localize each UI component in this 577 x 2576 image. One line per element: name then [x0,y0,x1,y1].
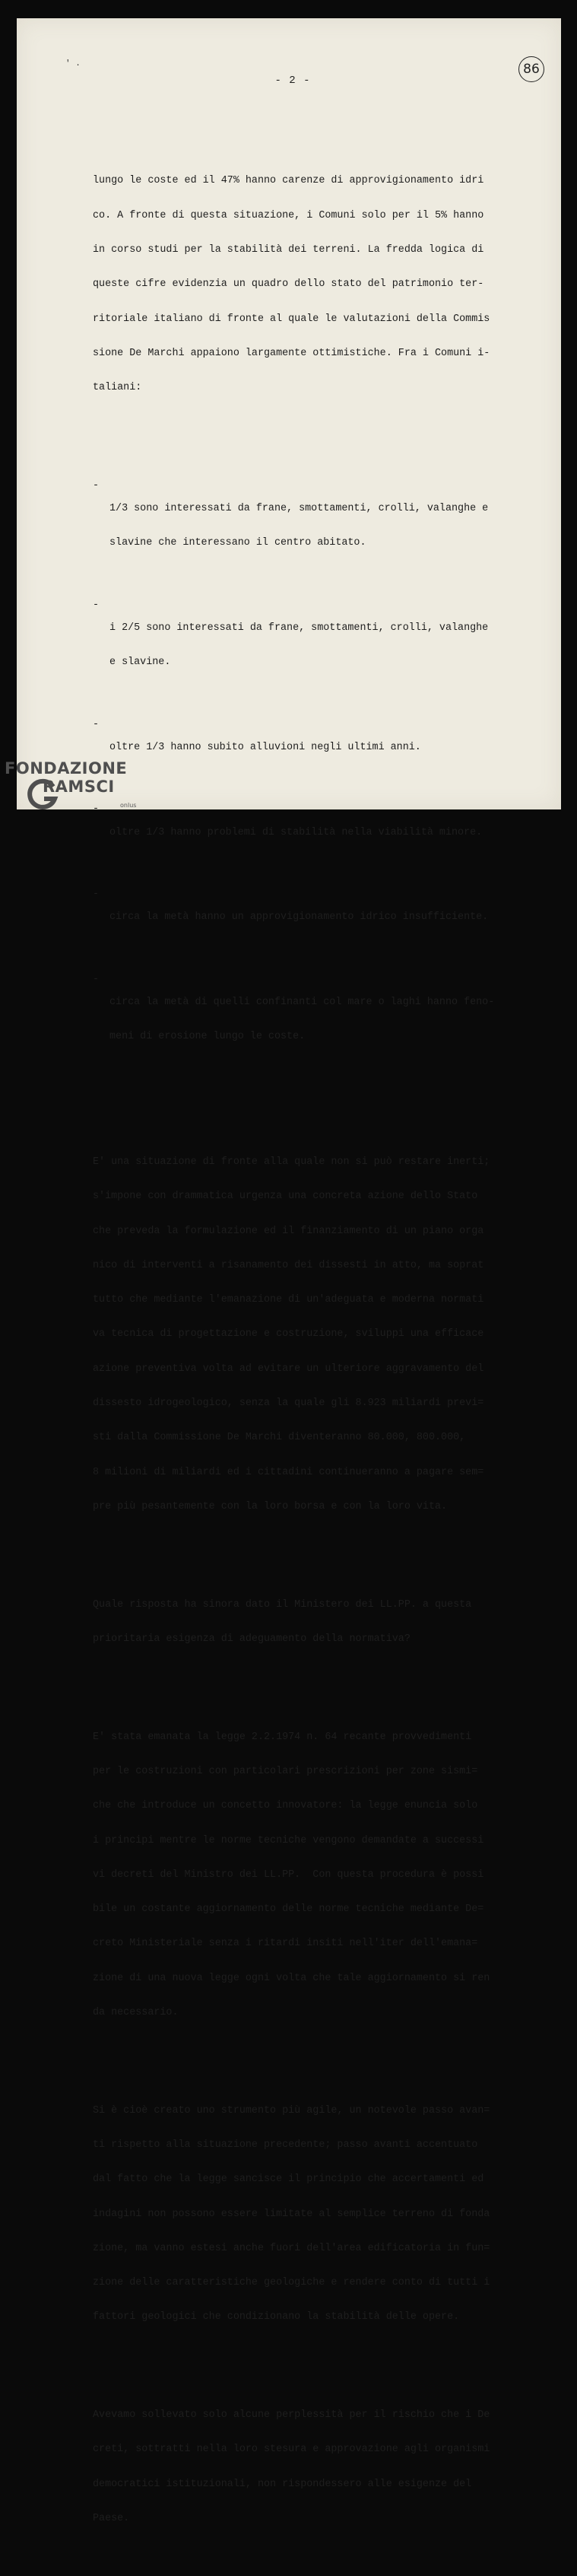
text-line: creti, sottratti nella loro stesura e approvazione agli organismi [93,2444,490,2456]
text-line: azione preventiva volta ad evitare un ulteriore aggravamento del [93,1363,484,1375]
paragraph [93,1576,538,1668]
text-line: meni di erosione lungo le coste. [109,1031,306,1043]
archive-number: 86 [523,62,540,77]
page-number: - 2 - [274,75,311,87]
watermark-suffix: onlus [120,802,137,809]
watermark-line-1: FONDAZIONE [5,759,128,778]
text-line: vi decreti del Ministro dei LL.PP. Con questa procedura è possi [93,1868,484,1881]
paragraph [93,2081,538,2345]
text-line: per le costruzioni con particolari prescrizioni per zone sismi= [93,1765,478,1777]
archive-number-stamp [518,56,544,82]
paragraph [93,152,538,416]
text-line: circa la metà hanno un approvigionamento idrico insufficiente. [109,911,489,924]
watermark-line-2: RAMSCI [43,778,115,796]
text-line: democratici istituzionali, non rispondessero alle esigenze del [93,2478,472,2490]
dash-bullet: - [93,973,100,985]
text-line: tutto che mediante l'emanazione di un'adeguata e moderna normati [93,1294,484,1306]
document-body [93,129,538,2576]
text-line: pre più pesantemente con la loro borsa e con la loro vita. [93,1500,448,1512]
text-line: queste cifre evidenzia un quadro dello stato del patrimonio ter- [93,278,484,291]
bullet-list [93,457,538,1093]
list-item [93,974,538,1066]
text-line: indagini non possono essere limitate al semplice terreno di fonda [93,2208,490,2220]
dash-bullet: - [93,479,100,491]
text-line: E' una situazione di fronte alla quale non si può restare inerti; [93,1156,490,1169]
text-line: e slavine. [109,657,171,669]
text-line: slavine che interessano il centro abitato. [109,537,366,549]
text-line: che preveda la formulazione ed il finanziamento di un piano orga [93,1225,484,1237]
dash-bullet: - [93,889,100,900]
text-line: 8 milioni di miliardi ed i cittadini continueranno a pagare sem= [93,1466,484,1478]
dash-bullet: - [93,803,100,816]
text-line: nico di interventi a risanamento dei dissesti in atto, ma soprat [93,1259,484,1271]
text-line: sti dalla Commissione De Marchi diventeranno 80.000, 800.000, [93,1432,466,1444]
list-item [93,719,538,776]
text-line: ritoriale italiano di fronte al quale le valutazioni della Commis [93,313,490,325]
text-line: Paese. [93,2512,130,2524]
paragraph [93,1134,538,1535]
text-line: i 2/5 sono interessati da frane, smottamenti, crolli, valanghe [109,622,489,634]
text-line: i principi mentre le norme tecniche vengono demandate a successi [93,1834,484,1846]
dash-bullet: - [93,718,100,730]
text-line: 1/3 sono interessati da frane, smottamenti, crolli, valanghe e [109,503,489,514]
text-line: s'impone con drammatica urgenza una concreta azione dello Stato [93,1191,478,1203]
text-line: fattori geologici che condizionano la stabilità delle opere. [93,2311,460,2323]
list-item [93,480,538,572]
text-line: bile un costante aggiornamento delle norme tecniche mediante De= [93,1903,484,1916]
text-line: lungo le coste ed il 47% hanno carenze di approvigionamento idri [93,175,484,187]
text-line: ti rispetto alla situazione precedente; passo avanti accentuato [93,2139,478,2151]
corner-marks: ' . [65,59,81,68]
text-line: va tecnica di progettazione e costruzione, sviluppi una efficace [93,1328,484,1340]
dash-bullet: - [93,599,100,611]
text-line: E' stata emanata la legge 2.2.1974 n. 64 recante provvedimenti [93,1731,472,1743]
list-item [93,803,538,860]
list-item [93,889,538,946]
text-line: zione delle caratteristiche geologiche e rendere conto di tutti i [93,2277,490,2289]
text-line: dal fatto che la legge sancisce il principio che accertamenti ed [93,2174,484,2186]
text-line: zione di una nuova legge ogni volta che tale aggiornamento si ren [93,1972,490,1984]
fondazione-gramsci-watermark [5,759,149,820]
text-line: creto Ministeriale senza i ritardi insiti nell'iter dell'emana= [93,1938,478,1950]
text-line: prioritaria esigenza di adeguamento della normativa? [93,1633,411,1645]
document-page [17,18,561,2524]
text-line: taliani: [93,382,142,394]
text-line: co. A fronte di questa situazione, i Comuni solo per il 5% hanno [93,209,484,221]
text-line: Avevamo sollevato solo alcune perplessità per il rischio che i De [93,2409,490,2422]
paragraph [93,1708,538,2041]
text-line: zione, ma vanno estesi anche fuori dell'area edificatoria in fun= [93,2242,490,2254]
text-line: dissesto idrogeologico, senza la quale gli 8.923 miliardi previ= [93,1398,484,1410]
text-line: oltre 1/3 hanno problemi di stabilità nella viabilità minore. [109,826,483,838]
text-line: in corso studi per la stabilità dei terreni. La fredda logica di [93,243,484,256]
text-line: Quale risposta ha sinora dato il Ministero dei LL.PP. a questa [93,1598,472,1611]
list-item [93,599,538,692]
text-line: Si è cioè creato uno strumento più agile, un notevole passo avan= [93,2104,490,2116]
text-line: circa la metà di quelli confinanti col mare o laghi hanno feno- [109,996,495,1008]
paragraph [93,2387,538,2547]
text-line: sione De Marchi appaiono largamente ottimistiche. Fra i Comuni i- [93,347,490,359]
text-line: da necessario. [93,2006,179,2018]
text-line: oltre 1/3 hanno subito alluvioni negli ultimi anni. [109,741,421,753]
text-line: che che introduce un concetto innovatore: la legge enuncia solo [93,1800,478,1812]
